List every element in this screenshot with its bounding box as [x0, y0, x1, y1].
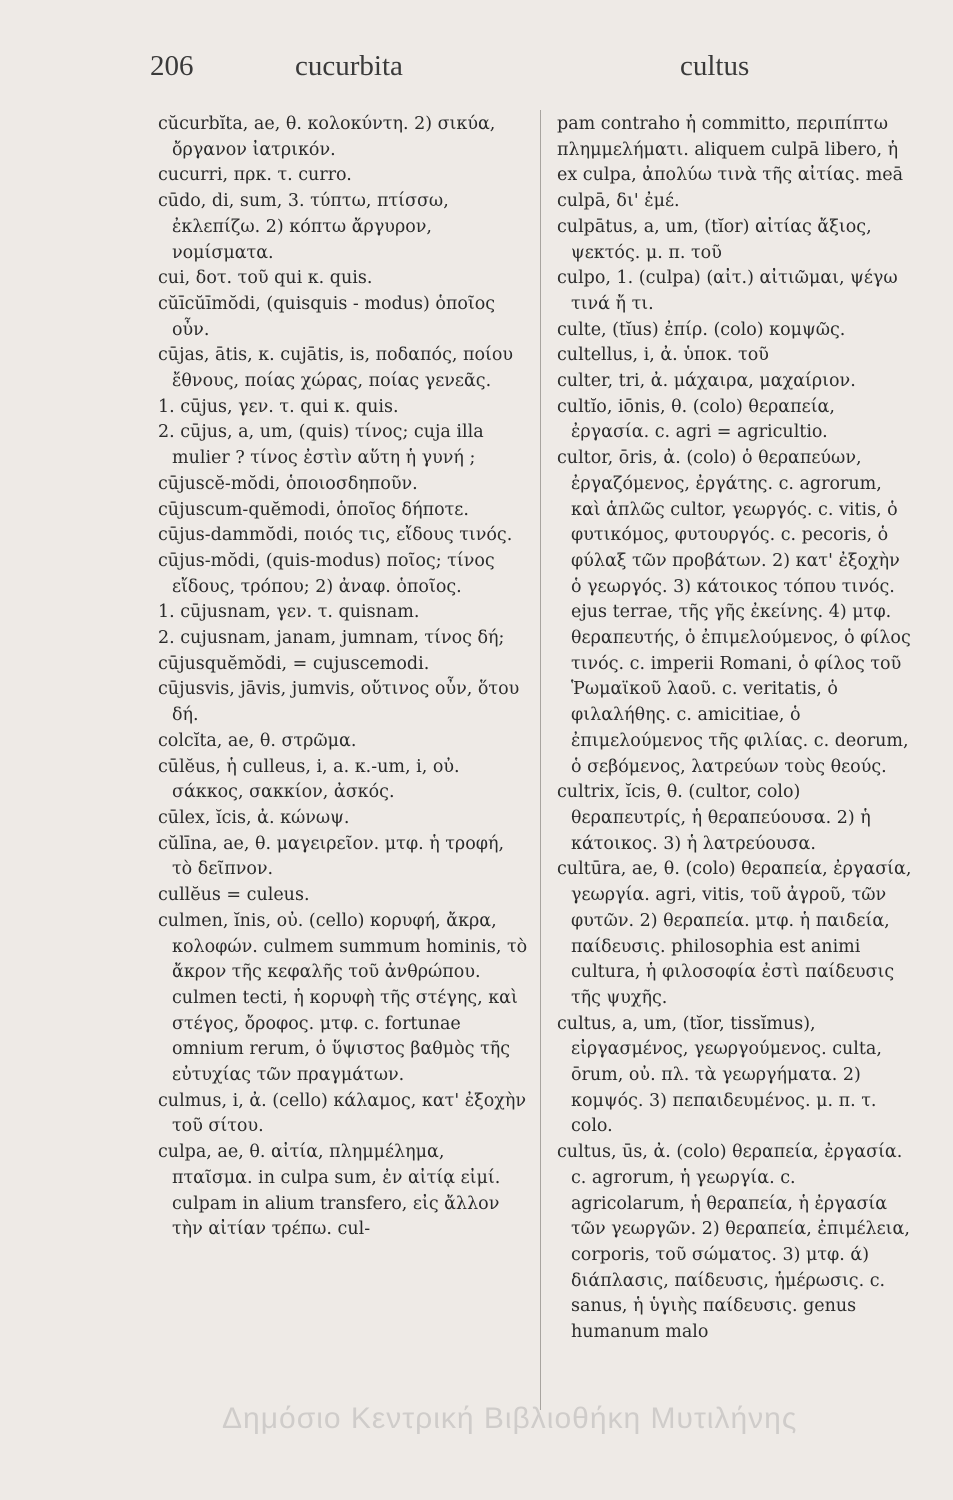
dictionary-entry: culte, (tĭus) ἐπίρ. (colo) κομψῶς. — [557, 319, 846, 340]
dictionary-entry: cūjuscĕ-mŏdi, ὁποιοσδηποῦν. — [158, 473, 418, 494]
entry-continuation: pam contraho ἡ committo, περιπίπτω πλημμελήματι. aliquem culpā libero, ἡ ex culpa, ἀπολύω τινὰ τῆς αἰτίας. meā culpā, δι' ἐμέ. — [557, 114, 904, 212]
dictionary-entry: cullĕus = culeus. — [158, 885, 310, 906]
dictionary-entry: cui, δοτ. τοῦ qui κ. quis. — [158, 268, 373, 289]
dictionary-entry: cultrix, ĭcis, θ. (cultor, colo) θεραπευτρίς, ἡ θεραπεύουσα. 2) ἡ κάτοικος. 3) ἡ λατρεύουσα. — [557, 782, 871, 854]
right-running-head: cultus — [680, 50, 750, 82]
dictionary-entry: cūdo, di, sum, 3. τύπτω, πτίσσω, ἐκλεπίζω. 2) κόπτω ἄργυρον, νομίσματα. — [158, 191, 449, 263]
dictionary-entry: cultūra, ae, θ. (colo) θεραπεία, ἐργασία, γεωργία. agri, vitis, τοῦ ἀγροῦ, τῶν φυτῶν. 2) θεραπεία. μτφ. ἡ παιδεία, παίδευσις. philosophia est animi cultura, ἡ φιλοσοφία ἐστὶ παίδευσις τῆς ψυχῆς. — [557, 859, 912, 1008]
dictionary-entry: cūjas, ātis, κ. cujātis, is, ποδαπός, ποίου ἔθνους, ποίας χώρας, ποίας γενεᾶς. — [158, 345, 514, 392]
column-divider — [540, 110, 541, 1410]
dictionary-entry: cultus, ūs, ἀ. (colo) θεραπεία, ἐργασία. c. agrorum, ἡ γεωργία. c. agricolarum, ἡ θεραπεία, ἡ ἐργασία τῶν γεωργῶν. 2) θεραπεία, ἐπιμέλεια, corporis, τοῦ σώματος. 3) μτφ. ά) διάπλασις, παίδευσις, ἡμέρωσις. c. sanus, ἡ ὑγιὴς παίδευσις. genus humanum malo — [557, 1142, 910, 1343]
dictionary-entry: cultellus, i, ἀ. ὑποκ. τοῦ — [557, 345, 769, 366]
dictionary-entry: cultor, ōris, ἀ. (colo) ὁ θεραπεύων, ἐργαζόμενος, ἐργάτης. c. agrorum, καὶ ἁπλῶς cultor, γεωργός. c. vitis, ὁ φυτικόμος, φυτουργός. c. pecoris, ὁ φύλαξ τῶν προβάτων. 2) κατ' ἐξοχὴν ὁ γεωργός. 3) κάτοικος τόπου τινός. ejus terrae, τῆς γῆς ἐκείνης. 4) μτφ. θεραπευτής, ὁ ἐπιμελούμενος, ὁ φίλος τινός. c. imperii Romani, ὁ φίλος τοῦ Ῥωμαϊκοῦ λαοῦ. c. veritatis, ὁ φιλαλήθης. c. amicitiae, ὁ ἐπιμελούμενος τῆς φιλίας. c. deorum, ὁ σεβόμενος, λατρεύων τοὺς θεούς. — [557, 448, 911, 777]
library-watermark: Δημόσιο Κεντρική Βιβλιοθήκη Μυτιλήνης — [222, 1402, 798, 1435]
dictionary-entry: cūjusquĕmŏdi, = cujuscemodi. — [158, 653, 430, 674]
dictionary-entry: culpa, ae, θ. αἰτία, πλημμέλημα, πταῖσμα. in culpa sum, ἐν αἰτίᾳ εἰμί. culpam in alium transfero, εἰς ἄλλον τὴν αἰτίαν τρέπω. cul- — [158, 1142, 501, 1240]
dictionary-entry: cucurri, πρκ. τ. curro. — [158, 165, 352, 186]
dictionary-entry: cultĭo, iōnis, θ. (colo) θεραπεία, ἐργασία. c. agri = agricultio. — [557, 396, 835, 443]
dictionary-entry: colcĭta, ae, θ. στρῶμα. — [158, 730, 357, 751]
dictionary-entry: cŭlīna, ae, θ. μαγειρεῖον. μτφ. ἡ τροφή, τὸ δεῖπνον. — [158, 833, 505, 880]
dictionary-entry: cūjus-mŏdi, (quis-modus) ποῖος; τίνος εἴδους, τρόπου; 2) ἀναφ. ὁποῖος. — [158, 550, 495, 597]
dictionary-entry: 1. cūjusnam, γεν. τ. quisnam. — [158, 602, 420, 623]
dictionary-entry: cŭīcŭīmŏdi, (quisquis - modus) ὁποῖος οὖν. — [158, 293, 496, 340]
dictionary-entry: culpātus, a, um, (tĭor) αἰτίας ἄξιος, ψεκτός. μ. π. τοῦ — [557, 216, 872, 263]
page-header — [150, 50, 800, 90]
dictionary-entry: cultus, a, um, (tĭor, tissĭmus), εἰργασμένος, γεωργούμενος. culta, ōrum, οὐ. πλ. τὰ γεωργήματα. 2) κομψός. 3) πεπαιδευμένος. μ. π. τ. colo. — [557, 1013, 882, 1137]
dictionary-entry: culmus, i, ἀ. (cello) κάλαμος, κατ' ἐξοχὴν τοῦ σίτου. — [158, 1090, 527, 1137]
dictionary-entry: 1. cūjus, γεν. τ. qui κ. quis. — [158, 396, 399, 417]
dictionary-entry: cŭcurbĭta, ae, θ. κολοκύντη. 2) σικύα, ὄργανον ἰατρικόν. — [158, 114, 496, 160]
left-running-head: cucurbita — [295, 50, 403, 82]
left-column — [158, 112, 528, 1243]
dictionary-entry: culter, tri, ἀ. μάχαιρα, μαχαίριον. — [557, 371, 856, 392]
dictionary-entry: cūjuscum-quĕmodi, ὁποῖος δήποτε. — [158, 499, 469, 520]
dictionary-entry: 2. cujusnam, janam, jumnam, τίνος δή; — [158, 628, 505, 649]
dictionary-entry: culpo, 1. (culpa) (αἰτ.) αἰτιῶμαι, ψέγω τινά ἤ τι. — [557, 268, 898, 314]
dictionary-entry: cūlĕus, ἡ culleus, i, a. κ.-um, i, οὐ. σάκκος, σακκίον, ἀσκός. — [158, 756, 460, 803]
dictionary-entry: 2. cūjus, a, um, (quis) τίνος; cuja illa mulier ? τίνος ἐστὶν αὕτη ἡ γυνή ; — [158, 422, 484, 469]
dictionary-entry: cūlex, ĭcis, ἀ. κώνωψ. — [158, 807, 350, 828]
right-column — [557, 112, 912, 1346]
dictionary-entry: cūjus-dammŏdi, ποιός τις, εἴδους τινός. — [158, 525, 513, 546]
page-number: 206 — [150, 50, 194, 82]
dictionary-entry: cūjusvis, jāvis, jumvis, οὔτινος οὖν, ὅτου δή. — [158, 679, 520, 726]
dictionary-entry: culmen, ĭnis, οὐ. (cello) κορυφή, ἄκρα, κολοφών. culmem summum hominis, τὸ ἄκρον τῆς κεφαλῆς τοῦ ἀνθρώπου. culmen tecti, ἡ κορυφὴ τῆς στέγης, καὶ στέγος, ὄροφος. μτφ. c. fortunae omnium rerum, ὁ ὕψιστος βαθμὸς τῆς εὐτυχίας τῶν πραγμάτων. — [158, 910, 528, 1086]
